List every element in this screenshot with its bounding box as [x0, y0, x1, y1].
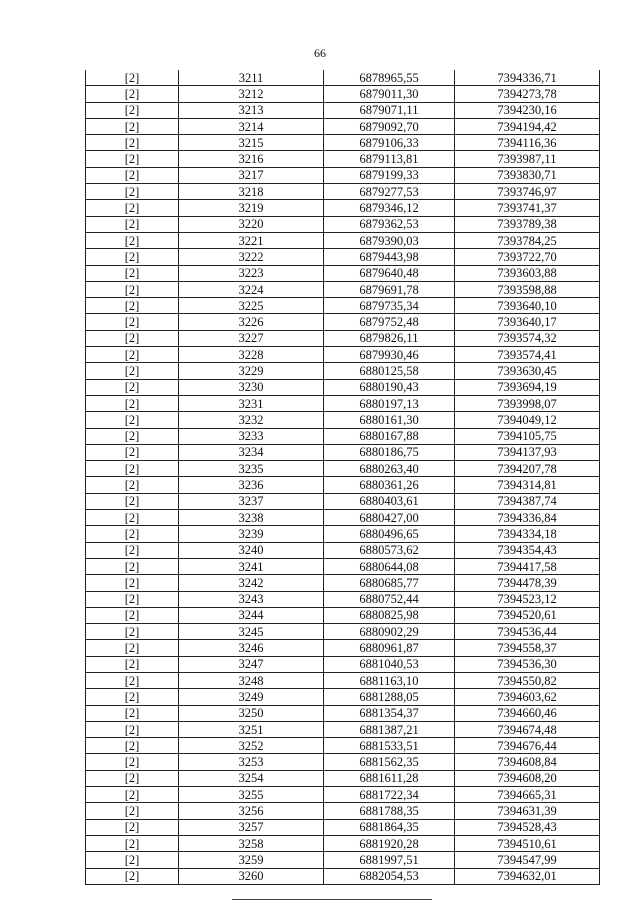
- point-number-cell: 3248: [179, 672, 324, 688]
- table-row: [86, 607, 600, 623]
- y-coordinate-cell: 7394603,62: [455, 689, 600, 705]
- table-row: [86, 640, 600, 656]
- x-coordinate-cell: 6881611,28: [324, 770, 455, 786]
- y-coordinate-cell: 7394510,61: [455, 835, 600, 851]
- x-coordinate-cell: 6878965,55: [324, 70, 455, 86]
- point-number-cell: 3218: [179, 184, 324, 200]
- y-coordinate-cell: 7394336,71: [455, 70, 600, 86]
- point-number-cell: 3234: [179, 444, 324, 460]
- table-row: [86, 395, 600, 411]
- source-ref-cell: [2]: [86, 330, 179, 346]
- source-ref-cell: [2]: [86, 86, 179, 102]
- point-number-cell: 3233: [179, 428, 324, 444]
- source-ref-cell: [2]: [86, 184, 179, 200]
- point-number-cell: 3256: [179, 803, 324, 819]
- source-ref-cell: [2]: [86, 249, 179, 265]
- x-coordinate-cell: 6880190,43: [324, 379, 455, 395]
- point-number-cell: 3252: [179, 738, 324, 754]
- point-number-cell: 3253: [179, 754, 324, 770]
- table-row: [86, 102, 600, 118]
- x-coordinate-cell: 6881163,10: [324, 672, 455, 688]
- y-coordinate-cell: 7394354,43: [455, 542, 600, 558]
- x-coordinate-cell: 6879691,78: [324, 281, 455, 297]
- point-number-cell: 3254: [179, 770, 324, 786]
- source-ref-cell: [2]: [86, 852, 179, 868]
- y-coordinate-cell: 7394550,82: [455, 672, 600, 688]
- y-coordinate-cell: 7394608,84: [455, 754, 600, 770]
- table-row: [86, 591, 600, 607]
- source-ref-cell: [2]: [86, 705, 179, 721]
- table-row: [86, 542, 600, 558]
- point-number-cell: 3212: [179, 86, 324, 102]
- point-number-cell: 3243: [179, 591, 324, 607]
- source-ref-cell: [2]: [86, 265, 179, 281]
- y-coordinate-cell: 7393830,71: [455, 167, 600, 183]
- source-ref-cell: [2]: [86, 689, 179, 705]
- point-number-cell: 3258: [179, 835, 324, 851]
- point-number-cell: 3246: [179, 640, 324, 656]
- point-number-cell: 3224: [179, 281, 324, 297]
- source-ref-cell: [2]: [86, 200, 179, 216]
- point-number-cell: 3259: [179, 852, 324, 868]
- table-row: [86, 656, 600, 672]
- y-coordinate-cell: 7394631,39: [455, 803, 600, 819]
- y-coordinate-cell: 7394523,12: [455, 591, 600, 607]
- table-row: [86, 689, 600, 705]
- table-row: [86, 379, 600, 395]
- point-number-cell: 3217: [179, 167, 324, 183]
- x-coordinate-cell: 6880263,40: [324, 461, 455, 477]
- x-coordinate-cell: 6880752,44: [324, 591, 455, 607]
- x-coordinate-cell: 6880125,58: [324, 363, 455, 379]
- table-row: [86, 787, 600, 803]
- x-coordinate-cell: 6881562,35: [324, 754, 455, 770]
- point-number-cell: 3247: [179, 656, 324, 672]
- x-coordinate-cell: 6880161,30: [324, 412, 455, 428]
- y-coordinate-cell: 7393722,70: [455, 249, 600, 265]
- source-ref-cell: [2]: [86, 835, 179, 851]
- x-coordinate-cell: 6881387,21: [324, 721, 455, 737]
- y-coordinate-cell: 7394674,48: [455, 721, 600, 737]
- source-ref-cell: [2]: [86, 379, 179, 395]
- x-coordinate-cell: 6880361,26: [324, 477, 455, 493]
- x-coordinate-cell: 6879362,53: [324, 216, 455, 232]
- source-ref-cell: [2]: [86, 754, 179, 770]
- x-coordinate-cell: 6879390,03: [324, 232, 455, 248]
- table-row: [86, 412, 600, 428]
- y-coordinate-cell: 7394273,78: [455, 86, 600, 102]
- y-coordinate-cell: 7394608,20: [455, 770, 600, 786]
- x-coordinate-cell: 6881920,28: [324, 835, 455, 851]
- point-number-cell: 3215: [179, 135, 324, 151]
- x-coordinate-cell: 6879092,70: [324, 118, 455, 134]
- x-coordinate-cell: 6879113,81: [324, 151, 455, 167]
- table-row: [86, 526, 600, 542]
- point-number-cell: 3226: [179, 314, 324, 330]
- table-row: [86, 510, 600, 526]
- source-ref-cell: [2]: [86, 803, 179, 819]
- table-row: [86, 232, 600, 248]
- y-coordinate-cell: 7394194,42: [455, 118, 600, 134]
- y-coordinate-cell: 7393640,10: [455, 298, 600, 314]
- x-coordinate-cell: 6879277,53: [324, 184, 455, 200]
- table-row: [86, 721, 600, 737]
- source-ref-cell: [2]: [86, 167, 179, 183]
- y-coordinate-cell: 7394387,74: [455, 493, 600, 509]
- table-row: [86, 428, 600, 444]
- x-coordinate-cell: 6879346,12: [324, 200, 455, 216]
- x-coordinate-cell: 6880685,77: [324, 575, 455, 591]
- source-ref-cell: [2]: [86, 558, 179, 574]
- table-row: [86, 477, 600, 493]
- x-coordinate-cell: 6880403,61: [324, 493, 455, 509]
- y-coordinate-cell: 7394417,58: [455, 558, 600, 574]
- coordinates-table-body: [86, 70, 600, 884]
- point-number-cell: 3244: [179, 607, 324, 623]
- table-row: [86, 705, 600, 721]
- point-number-cell: 3235: [179, 461, 324, 477]
- source-ref-cell: [2]: [86, 298, 179, 314]
- x-coordinate-cell: 6879930,46: [324, 347, 455, 363]
- x-coordinate-cell: 6880427,00: [324, 510, 455, 526]
- x-coordinate-cell: 6879752,48: [324, 314, 455, 330]
- x-coordinate-cell: 6880961,87: [324, 640, 455, 656]
- x-coordinate-cell: 6880902,29: [324, 624, 455, 640]
- point-number-cell: 3231: [179, 395, 324, 411]
- table-row: [86, 330, 600, 346]
- table-row: [86, 575, 600, 591]
- table-row: [86, 347, 600, 363]
- y-coordinate-cell: 7393603,88: [455, 265, 600, 281]
- point-number-cell: 3211: [179, 70, 324, 86]
- table-row: [86, 738, 600, 754]
- source-ref-cell: [2]: [86, 770, 179, 786]
- point-number-cell: 3238: [179, 510, 324, 526]
- table-row: [86, 444, 600, 460]
- source-ref-cell: [2]: [86, 395, 179, 411]
- y-coordinate-cell: 7394137,93: [455, 444, 600, 460]
- source-ref-cell: [2]: [86, 363, 179, 379]
- point-number-cell: 3216: [179, 151, 324, 167]
- x-coordinate-cell: 6880496,65: [324, 526, 455, 542]
- point-number-cell: 3219: [179, 200, 324, 216]
- table-row: [86, 167, 600, 183]
- source-ref-cell: [2]: [86, 787, 179, 803]
- table-row: [86, 770, 600, 786]
- y-coordinate-cell: 7393640,17: [455, 314, 600, 330]
- y-coordinate-cell: 7393987,11: [455, 151, 600, 167]
- y-coordinate-cell: 7394207,78: [455, 461, 600, 477]
- table-row: [86, 461, 600, 477]
- y-coordinate-cell: 7394536,30: [455, 656, 600, 672]
- y-coordinate-cell: 7394528,43: [455, 819, 600, 835]
- point-number-cell: 3255: [179, 787, 324, 803]
- y-coordinate-cell: 7393598,88: [455, 281, 600, 297]
- table-row: [86, 314, 600, 330]
- table-row: [86, 70, 600, 86]
- x-coordinate-cell: 6880644,08: [324, 558, 455, 574]
- source-ref-cell: [2]: [86, 672, 179, 688]
- y-coordinate-cell: 7393998,07: [455, 395, 600, 411]
- source-ref-cell: [2]: [86, 493, 179, 509]
- table-row: [86, 803, 600, 819]
- point-number-cell: 3221: [179, 232, 324, 248]
- point-number-cell: 3225: [179, 298, 324, 314]
- point-number-cell: 3260: [179, 868, 324, 884]
- source-ref-cell: [2]: [86, 102, 179, 118]
- x-coordinate-cell: 6881864,35: [324, 819, 455, 835]
- y-coordinate-cell: 7394105,75: [455, 428, 600, 444]
- source-ref-cell: [2]: [86, 721, 179, 737]
- table-row: [86, 135, 600, 151]
- table-row: [86, 281, 600, 297]
- table-row: [86, 200, 600, 216]
- source-ref-cell: [2]: [86, 428, 179, 444]
- y-coordinate-cell: 7394116,36: [455, 135, 600, 151]
- point-number-cell: 3229: [179, 363, 324, 379]
- source-ref-cell: [2]: [86, 640, 179, 656]
- x-coordinate-cell: 6879735,34: [324, 298, 455, 314]
- x-coordinate-cell: 6882054,53: [324, 868, 455, 884]
- y-coordinate-cell: 7394558,37: [455, 640, 600, 656]
- table-row: [86, 624, 600, 640]
- source-ref-cell: [2]: [86, 461, 179, 477]
- table-row: [86, 86, 600, 102]
- source-ref-cell: [2]: [86, 412, 179, 428]
- source-ref-cell: [2]: [86, 70, 179, 86]
- table-row: [86, 754, 600, 770]
- point-number-cell: 3240: [179, 542, 324, 558]
- x-coordinate-cell: 6879011,30: [324, 86, 455, 102]
- x-coordinate-cell: 6879640,48: [324, 265, 455, 281]
- y-coordinate-cell: 7394336,84: [455, 510, 600, 526]
- source-ref-cell: [2]: [86, 477, 179, 493]
- table-row: [86, 151, 600, 167]
- x-coordinate-cell: 6880167,88: [324, 428, 455, 444]
- point-number-cell: 3223: [179, 265, 324, 281]
- y-coordinate-cell: 7393574,32: [455, 330, 600, 346]
- x-coordinate-cell: 6881288,05: [324, 689, 455, 705]
- point-number-cell: 3245: [179, 624, 324, 640]
- point-number-cell: 3227: [179, 330, 324, 346]
- x-coordinate-cell: 6879443,98: [324, 249, 455, 265]
- page-bottom-rule: [232, 899, 432, 900]
- y-coordinate-cell: 7394547,99: [455, 852, 600, 868]
- y-coordinate-cell: 7394665,31: [455, 787, 600, 803]
- source-ref-cell: [2]: [86, 624, 179, 640]
- y-coordinate-cell: 7393694,19: [455, 379, 600, 395]
- page-number: 66: [314, 46, 326, 60]
- point-number-cell: 3251: [179, 721, 324, 737]
- table-row: [86, 835, 600, 851]
- source-ref-cell: [2]: [86, 135, 179, 151]
- table-row: [86, 819, 600, 835]
- x-coordinate-cell: 6881997,51: [324, 852, 455, 868]
- source-ref-cell: [2]: [86, 510, 179, 526]
- point-number-cell: 3250: [179, 705, 324, 721]
- point-number-cell: 3249: [179, 689, 324, 705]
- source-ref-cell: [2]: [86, 526, 179, 542]
- source-ref-cell: [2]: [86, 151, 179, 167]
- coordinates-table: [85, 70, 600, 885]
- table-row: [86, 852, 600, 868]
- point-number-cell: 3213: [179, 102, 324, 118]
- point-number-cell: 3214: [179, 118, 324, 134]
- point-number-cell: 3228: [179, 347, 324, 363]
- y-coordinate-cell: 7394314,81: [455, 477, 600, 493]
- source-ref-cell: [2]: [86, 868, 179, 884]
- y-coordinate-cell: 7394660,46: [455, 705, 600, 721]
- x-coordinate-cell: 6881788,35: [324, 803, 455, 819]
- source-ref-cell: [2]: [86, 591, 179, 607]
- point-number-cell: 3236: [179, 477, 324, 493]
- x-coordinate-cell: 6881722,34: [324, 787, 455, 803]
- table-row: [86, 118, 600, 134]
- source-ref-cell: [2]: [86, 444, 179, 460]
- point-number-cell: 3237: [179, 493, 324, 509]
- table-row: [86, 672, 600, 688]
- point-number-cell: 3232: [179, 412, 324, 428]
- point-number-cell: 3257: [179, 819, 324, 835]
- x-coordinate-cell: 6879199,33: [324, 167, 455, 183]
- x-coordinate-cell: 6879071,11: [324, 102, 455, 118]
- source-ref-cell: [2]: [86, 347, 179, 363]
- y-coordinate-cell: 7394676,44: [455, 738, 600, 754]
- y-coordinate-cell: 7394536,44: [455, 624, 600, 640]
- table-row: [86, 265, 600, 281]
- table-row: [86, 558, 600, 574]
- y-coordinate-cell: 7394520,61: [455, 607, 600, 623]
- y-coordinate-cell: 7394049,12: [455, 412, 600, 428]
- source-ref-cell: [2]: [86, 118, 179, 134]
- y-coordinate-cell: 7393789,38: [455, 216, 600, 232]
- x-coordinate-cell: 6879106,33: [324, 135, 455, 151]
- y-coordinate-cell: 7394230,16: [455, 102, 600, 118]
- y-coordinate-cell: 7393741,37: [455, 200, 600, 216]
- source-ref-cell: [2]: [86, 738, 179, 754]
- point-number-cell: 3239: [179, 526, 324, 542]
- table-row: [86, 216, 600, 232]
- table-row: [86, 249, 600, 265]
- y-coordinate-cell: 7393574,41: [455, 347, 600, 363]
- table-row: [86, 868, 600, 884]
- source-ref-cell: [2]: [86, 314, 179, 330]
- x-coordinate-cell: 6880573,62: [324, 542, 455, 558]
- x-coordinate-cell: 6880186,75: [324, 444, 455, 460]
- y-coordinate-cell: 7393784,25: [455, 232, 600, 248]
- x-coordinate-cell: 6881533,51: [324, 738, 455, 754]
- x-coordinate-cell: 6880197,13: [324, 395, 455, 411]
- table-row: [86, 184, 600, 200]
- source-ref-cell: [2]: [86, 542, 179, 558]
- point-number-cell: 3242: [179, 575, 324, 591]
- table-row: [86, 363, 600, 379]
- source-ref-cell: [2]: [86, 656, 179, 672]
- point-number-cell: 3222: [179, 249, 324, 265]
- source-ref-cell: [2]: [86, 232, 179, 248]
- x-coordinate-cell: 6881040,53: [324, 656, 455, 672]
- y-coordinate-cell: 7393746,97: [455, 184, 600, 200]
- y-coordinate-cell: 7394478,39: [455, 575, 600, 591]
- x-coordinate-cell: 6881354,37: [324, 705, 455, 721]
- x-coordinate-cell: 6880825,98: [324, 607, 455, 623]
- source-ref-cell: [2]: [86, 607, 179, 623]
- y-coordinate-cell: 7394632,01: [455, 868, 600, 884]
- source-ref-cell: [2]: [86, 575, 179, 591]
- source-ref-cell: [2]: [86, 281, 179, 297]
- point-number-cell: 3230: [179, 379, 324, 395]
- y-coordinate-cell: 7393630,45: [455, 363, 600, 379]
- point-number-cell: 3220: [179, 216, 324, 232]
- source-ref-cell: [2]: [86, 819, 179, 835]
- y-coordinate-cell: 7394334,18: [455, 526, 600, 542]
- x-coordinate-cell: 6879826,11: [324, 330, 455, 346]
- table-row: [86, 298, 600, 314]
- point-number-cell: 3241: [179, 558, 324, 574]
- table-row: [86, 493, 600, 509]
- source-ref-cell: [2]: [86, 216, 179, 232]
